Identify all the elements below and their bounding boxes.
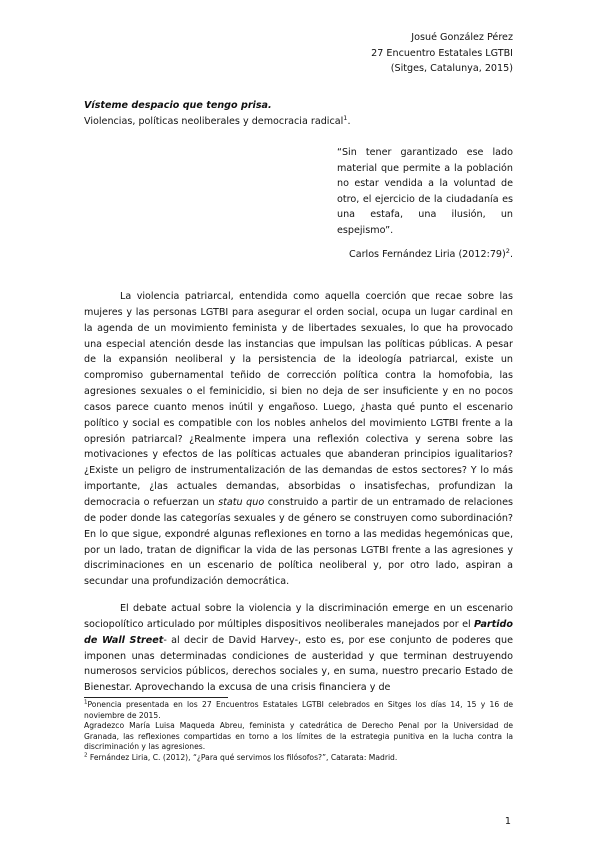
event-name: 27 Encuentro Estatales LGTBI	[371, 47, 513, 59]
event-place: (Sitges, Catalunya, 2015)	[390, 63, 513, 74]
footnote-1-mark: 1	[84, 699, 88, 706]
footnotes	[84, 700, 513, 764]
citation-text: Carlos Fernández Liria (2012:79)	[349, 249, 506, 260]
title-subtitle	[84, 114, 514, 130]
footnote-1	[84, 700, 513, 721]
footnote-separator	[84, 697, 228, 698]
paragraph-2-bold-italic: Partido de Wall Street	[84, 618, 513, 646]
epigraph-citation	[337, 247, 513, 263]
title-block	[84, 98, 514, 129]
epigraph-quote: “Sin tener garantizado ese lado material que permite a la población no estar vendida a la voluntad de otro, el ejercicio de la ciudadanía es una estafa, una ilusión, un espejismo”.	[337, 147, 513, 236]
subtitle-period: .	[347, 115, 351, 127]
author-name: Josué González Pérez	[411, 32, 513, 43]
subtitle-text: Violencias, políticas neoliberales y democracia radical	[84, 115, 344, 127]
citation-period: .	[509, 249, 513, 260]
footnote-2	[84, 753, 513, 764]
paragraph-1-text-b: construido a partir de un entramado de relaciones de poder donde las categorías sexuales y de género se construyen como subordinación? En lo que sigue, expondré algunas reflexiones en torno a las medidas hegemónicas que, por un lado, tratan de dignificar la vida de las personas LGTBI frente a las agresiones y discriminaciones en un escenario de política neoliberal y, por otro lado, aspiran a secundar una profundización democrática.	[84, 496, 513, 588]
paragraph-2-text-a: El debate actual sobre la violencia y la discriminación emerge en un escenario sociopolítico articulado por múltiples dispositivos neoliberales manejados por el	[84, 603, 513, 630]
page-number: 1	[504, 816, 511, 827]
paragraph-2-text-b: - al decir de David Harvey-, esto es, por ese conjunto de poderes que imponen unas determinadas condiciones de austeridad y que terminan destruyendo numerosos servicios públicos, derechos sociales y, en suma, nuestro precario Estado de Bienestar. Aprovechando la excusa de una crisis financiera y de	[84, 634, 513, 694]
footnote-2-mark: 2	[84, 752, 88, 759]
title-main: Vísteme despacio que tengo prisa.	[84, 100, 272, 111]
footnote-1-thanks: Agradezco María Luisa Maqueda Abreu, feminista y catedrática de Derecho Penal por la Universidad de Granada, las reflexiones compartidas en torno a los límites de la estrategia punitiva en la lucha contra la discriminación y las agresiones.	[84, 721, 513, 752]
paragraph-1-text-a: La violencia patriarcal, entendida como aquella coerción que recae sobre las mujeres y las personas LGTBI para asegurar el orden social, ocupa un lugar cardinal en la agenda de un movimiento feminista y de libertades sexuales, lo que ha provocado una especial atención desde las instancias que impulsan las políticas públicas. A pesar de la expansión neoliberal y la persistencia de la ideología patriarcal, existe un compromiso gubernamental teñido de corrección política contra la homofobia, las agresiones sexuales o el feminicidio, si bien no deja de ser insuficiente y en no pocos casos parece cuanto menos inútil y engañoso. Luego, ¿hasta qué punto el escenario político y social es compatible con los nobles anhelos del movimiento LGTBI frente a la opresión patriarcal? ¿Realmente impera una reflexión colectiva y serena sobre las motivaciones y efectos de las políticas actuales que abanderan principios igualitarios? ¿Existe un peligro de instrumentalización de las demandas de estos sectores? Y lo más importante, ¿las actuales demandas, absorbidas o insatisfechas, profundizan la democracia o refuerzan un	[84, 291, 513, 508]
footnote-ref-1[interactable]: 1	[343, 113, 348, 122]
footnote-1-text: Ponencia presentada en los 27 Encuentros Estatales LGTBI celebrados en Sitges los días 14, 15 y 16 de noviembre de 2015.	[84, 700, 513, 720]
body-paragraph-1	[84, 289, 513, 590]
footnote-2-text: Fernández Liria, C. (2012), “¿Para qué servimos los filósofos?”, Catarata: Madrid.	[87, 752, 398, 762]
body-paragraph-2	[84, 601, 513, 696]
paragraph-1-italic: statu quo	[218, 496, 265, 508]
header-block	[253, 30, 513, 77]
footnote-ref-2[interactable]: 2	[505, 246, 510, 255]
